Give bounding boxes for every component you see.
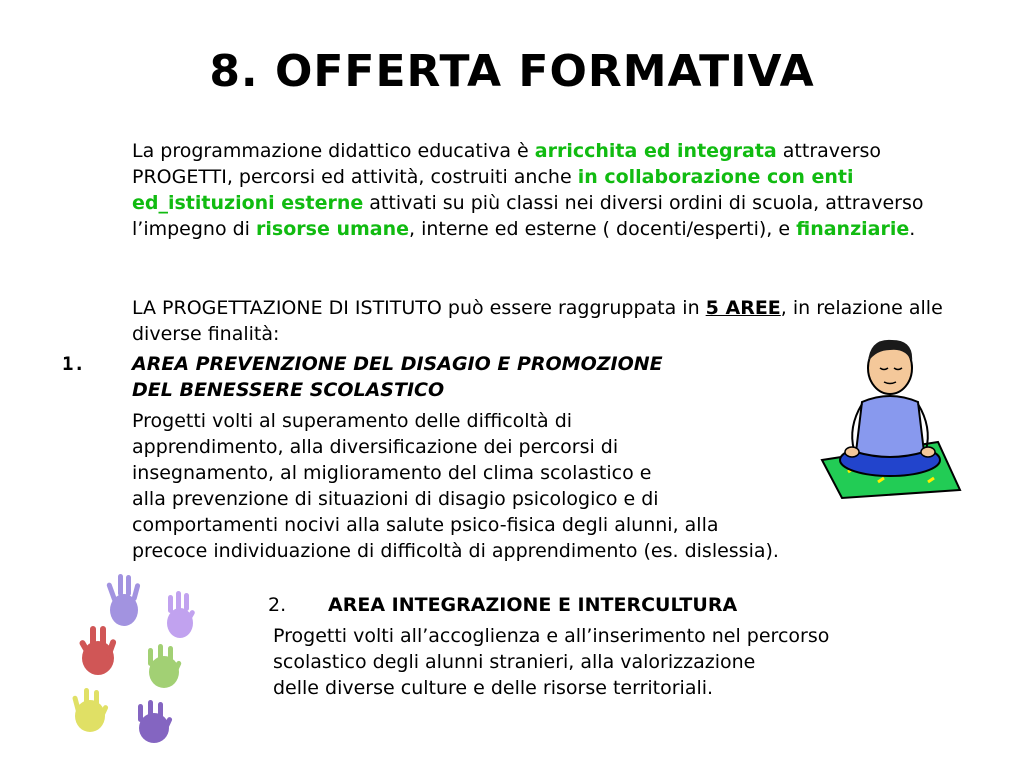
area1-body-line: apprendimento, alla diversificazione dei percorsi di <box>132 436 619 458</box>
handprints-illustration <box>62 570 212 760</box>
area1-body-line: Progetti volti al superamento delle difficoltà di <box>132 410 573 432</box>
intro-paragraph <box>132 138 952 242</box>
slide-title: 8. OFFERTA FORMATIVA <box>209 46 815 97</box>
aree-text: , in relazione alle diverse finalità: <box>132 297 943 345</box>
area2-heading: AREA INTEGRAZIONE E INTERCULTURA <box>328 594 738 616</box>
area1-body-line: insegnamento, al miglioramento del clima scolastico e <box>132 462 652 484</box>
area1-heading-line: AREA PREVENZIONE DEL DISAGIO E PROMOZIONE <box>132 353 663 375</box>
intro-highlight: finanziarie <box>796 218 910 240</box>
intro-highlight: risorse umane <box>256 218 409 240</box>
meditating-person-illustration <box>818 332 964 500</box>
area2-body <box>273 623 993 701</box>
area1-number: 1. <box>62 353 85 375</box>
area1-body-line: comportamenti nocivi alla salute psico-fisica degli alunni, alla <box>132 514 719 536</box>
area1-heading-line: DEL BENESSERE SCOLASTICO <box>132 379 445 401</box>
intro-highlight: arricchita ed integrata <box>534 140 777 162</box>
area1-heading <box>132 351 832 403</box>
area2-body-line: delle diverse culture e delle risorse territoriali. <box>273 677 714 699</box>
intro-text: . <box>909 218 916 240</box>
aree-text: LA PROGETTAZIONE DI ISTITUTO può essere raggruppata in <box>132 297 706 319</box>
area1-body-line: precoce individuazione di difficoltà di apprendimento (es. dislessia). <box>132 540 779 562</box>
intro-text: , interne ed esterne ( docenti/esperti), e <box>409 218 797 240</box>
intro-text: La programmazione didattico educativa è <box>132 140 535 162</box>
area1-body-line: alla prevenzione di situazioni di disagio psicologico e di <box>132 488 659 510</box>
intro-text: attraverso PROGETTI, percorsi ed attività, costruiti anche <box>132 140 882 188</box>
aree-count: 5 AREE <box>705 297 781 319</box>
intro-highlight: in collaborazione con enti ed_istituzioni esterne <box>132 166 854 214</box>
intro-text: attivati su più classi nei diversi ordini di scuola, attraverso l’impegno di <box>132 192 924 240</box>
area2-body-line: scolastico degli alunni stranieri, alla valorizzazione <box>273 651 756 673</box>
area2-number: 2. <box>268 594 287 616</box>
area2-body-line: Progetti volti all’accoglienza e all’inserimento nel percorso <box>273 625 830 647</box>
